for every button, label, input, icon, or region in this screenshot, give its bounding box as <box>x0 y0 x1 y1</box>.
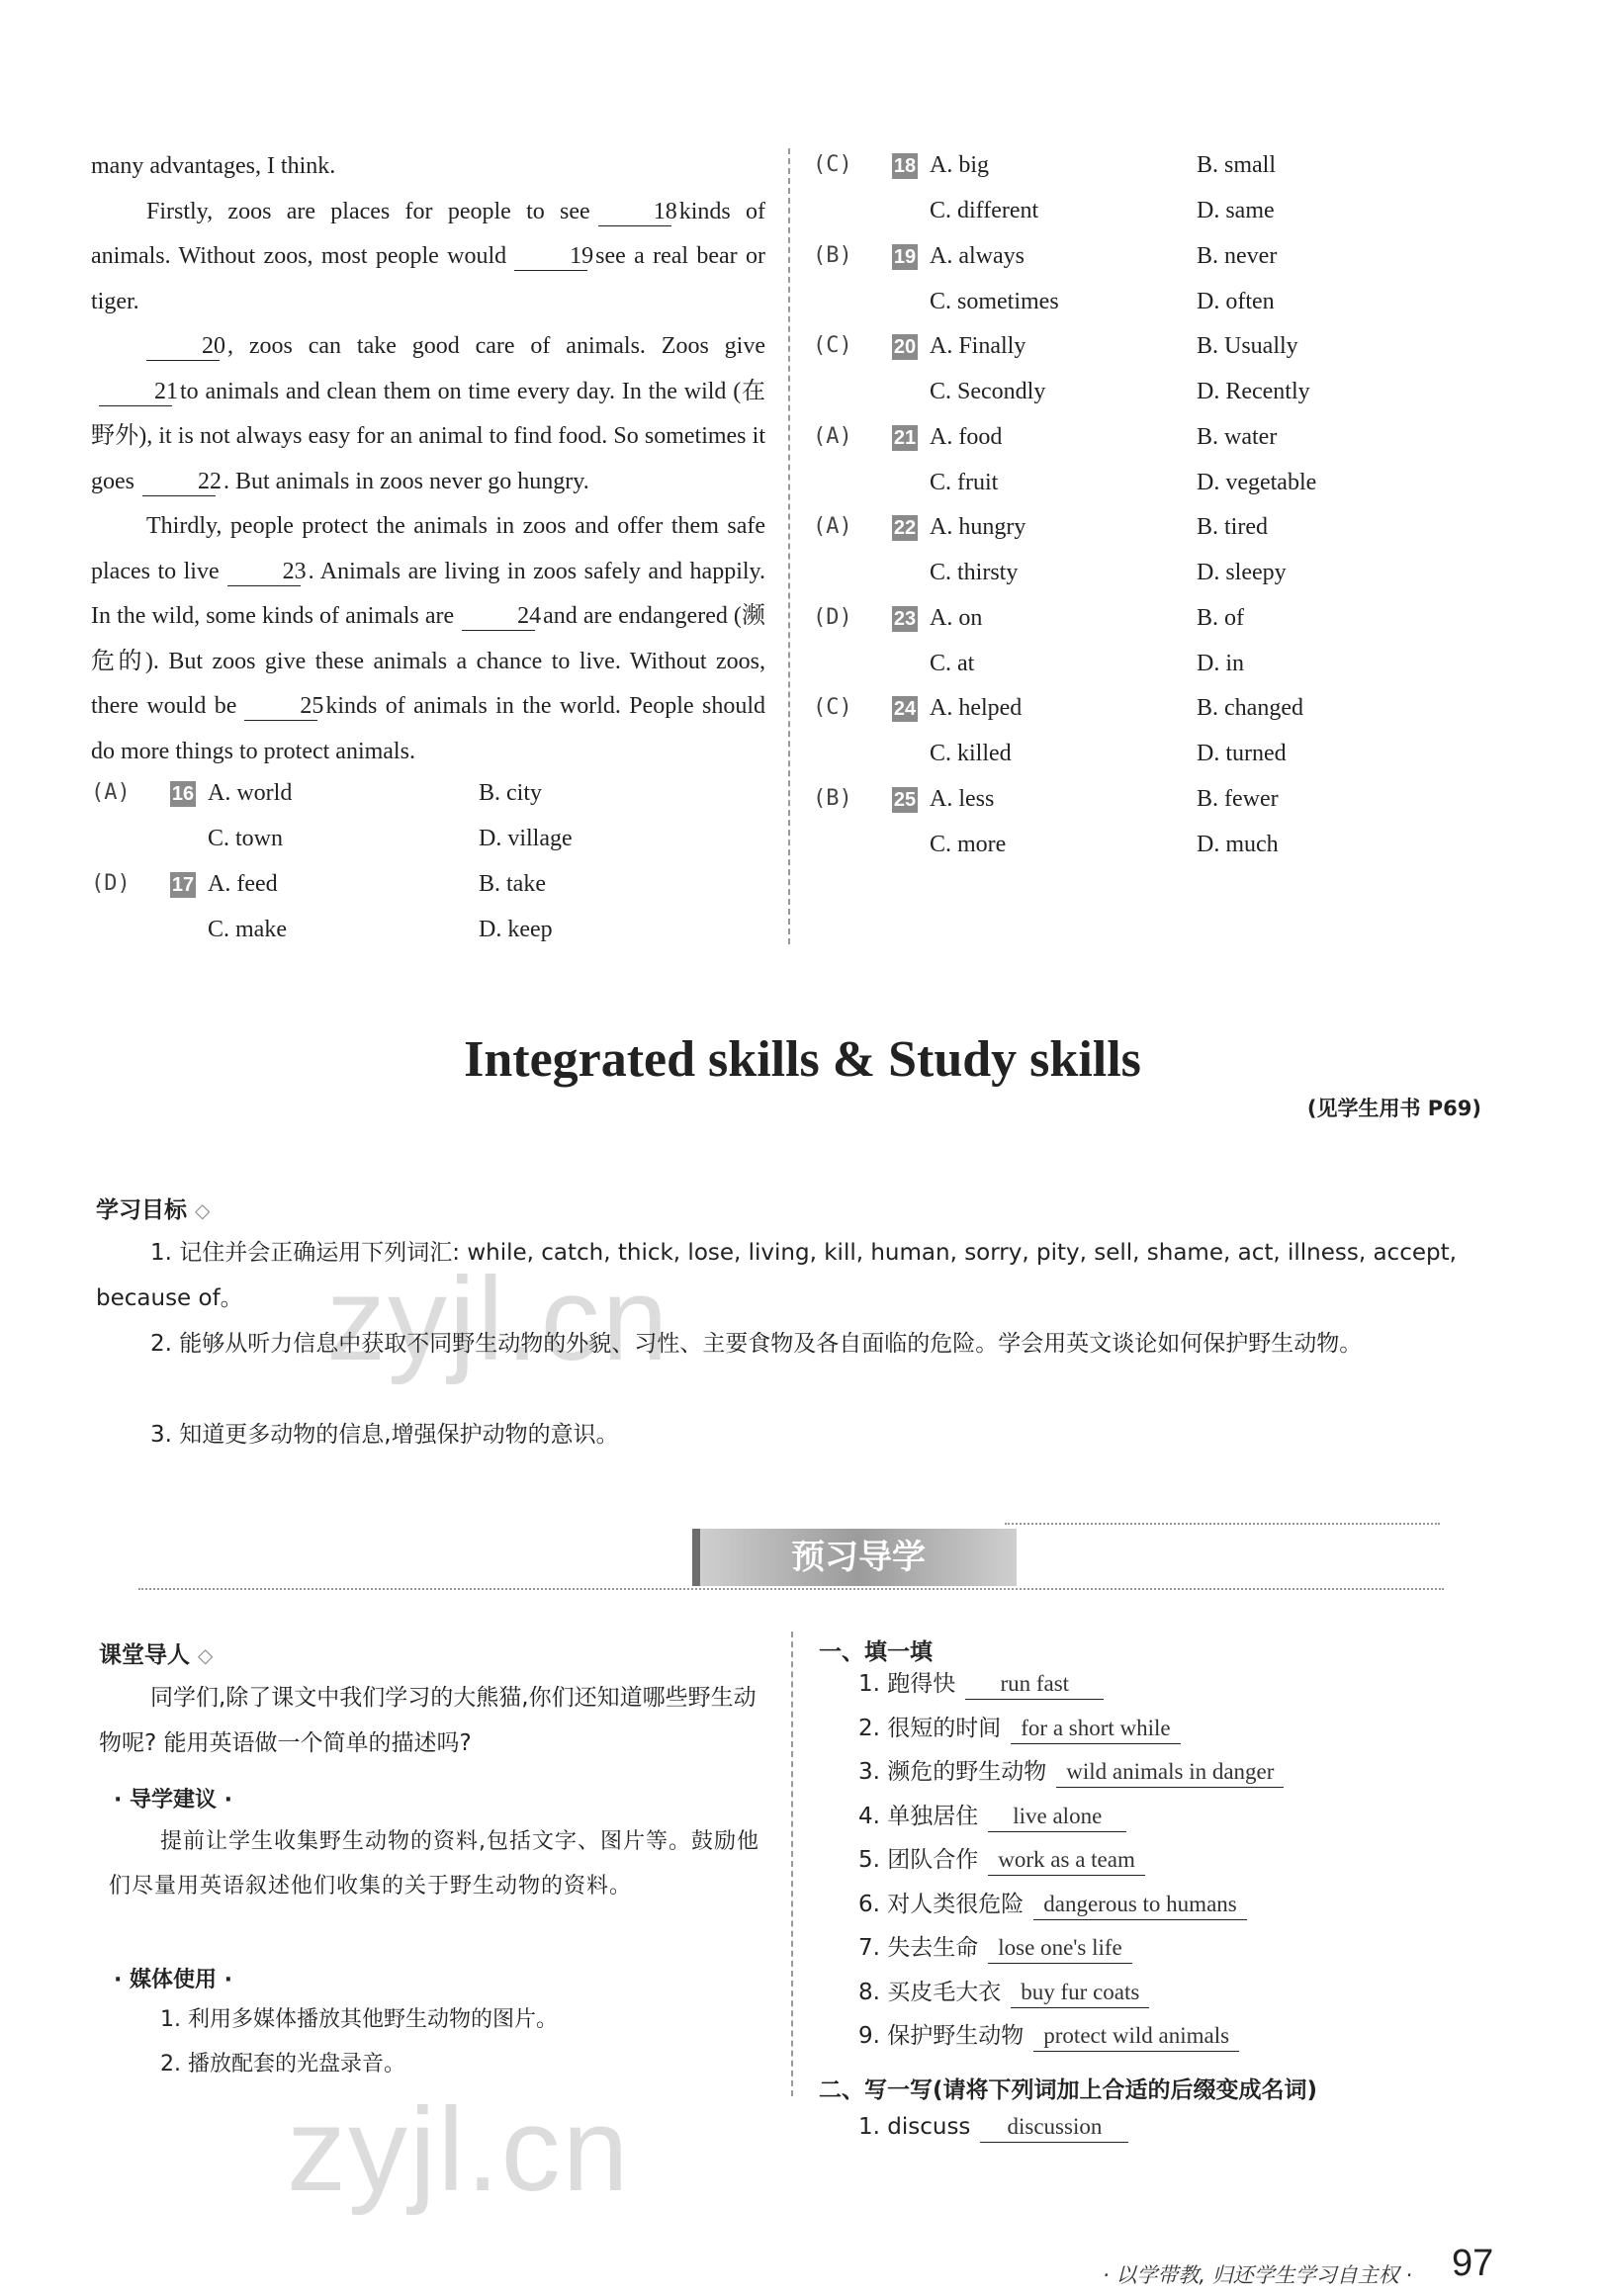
option-d: D. often <box>1197 289 1275 314</box>
intro-heading: 课堂导人 ◇ <box>99 1642 214 1668</box>
goal-3: 3. 知道更多动物的信息,增强保护动物的意识。 <box>150 1422 619 1448</box>
option-b: B. tired <box>1197 514 1268 540</box>
question-17-row-1 <box>91 869 763 899</box>
option-c: C. different <box>930 198 1039 223</box>
question-20-row-2 <box>813 377 1505 406</box>
fill-heading: 一、填一填 <box>819 1639 933 1665</box>
question-number-badge: 22 <box>893 517 917 539</box>
fill-item <box>858 1888 1247 1921</box>
option-a: A. feed <box>208 871 278 897</box>
option-b: B. small <box>1197 152 1277 178</box>
blank-19: 19 <box>514 242 587 271</box>
footer-motto: · 以学带教, 归还学生学习自主权 · <box>1103 2263 1413 2287</box>
write-item-1 <box>858 2110 1128 2144</box>
option-c: C. thirsty <box>930 560 1019 585</box>
option-a: A. hungry <box>930 514 1026 540</box>
fill-question: 9. 保护野生动物 <box>858 2023 1025 2049</box>
option-d: D. keep <box>479 917 553 942</box>
question-21-row-1 <box>813 422 1505 452</box>
guide-text: 提前让学生收集野生动物的资料,包括文字、图片等。鼓励他们尽量用英语叙述他们收集的关于野生动物的资料。 <box>109 1829 759 1899</box>
blank-22: 22 <box>142 468 216 496</box>
question-number-badge: 21 <box>893 427 917 449</box>
fill-answer: wild animals in danger <box>1056 1757 1284 1788</box>
answer-bracket: (D) <box>91 871 131 896</box>
section-reference: (见学生用书 P69) <box>1306 1097 1481 1120</box>
option-a: A. food <box>930 424 1003 450</box>
fill-answer: dangerous to humans <box>1033 1890 1246 1920</box>
question-23-row-2 <box>813 649 1505 678</box>
fill-question: 7. 失去生命 <box>858 1935 979 1961</box>
fill-question: 4. 单独居住 <box>858 1803 979 1829</box>
fill-answer: lose one's life <box>988 1933 1132 1964</box>
question-number-badge: 17 <box>171 874 195 896</box>
option-d: D. Recently <box>1197 379 1310 404</box>
option-b: B. water <box>1197 424 1278 450</box>
blank-18: 18 <box>598 198 671 226</box>
goal-2: 2. 能够从听力信息中获取不同野生动物的外貌、习性、主要食物及各自面临的危险。学会用英文谈论如何保护野生动物。 <box>150 1331 1363 1357</box>
option-a: A. Finally <box>930 333 1026 359</box>
goals-heading: 学习目标 ◇ <box>96 1197 211 1223</box>
fill-item <box>858 1976 1149 2009</box>
option-c: C. sometimes <box>930 289 1059 314</box>
option-c: C. more <box>930 832 1007 857</box>
blank-25: 25 <box>244 692 317 721</box>
answer-bracket: (C) <box>813 152 852 177</box>
write-question: 1. discuss <box>858 2114 971 2140</box>
arrow-icon: ◇ <box>195 1198 211 1222</box>
fill-answer: work as a team <box>988 1845 1145 1876</box>
media-heading: · 媒体使用 · <box>114 1968 233 1992</box>
write-heading: 二、写一写(请将下列词加上合适的后缀变成名词) <box>819 2077 1318 2103</box>
option-d: D. vegetable <box>1197 470 1317 495</box>
option-b: B. fewer <box>1197 786 1279 812</box>
option-d: D. same <box>1197 198 1275 223</box>
blank-23: 23 <box>227 558 301 586</box>
question-24-row-2 <box>813 739 1505 768</box>
watermark: zyjl.cn <box>287 2083 631 2216</box>
option-c: C. at <box>930 651 975 676</box>
fill-question: 1. 跑得快 <box>858 1671 956 1697</box>
option-d: D. much <box>1197 832 1279 857</box>
answer-bracket: (A) <box>813 424 852 449</box>
banner-rule <box>138 1588 1444 1590</box>
answer-bracket: (C) <box>813 695 852 720</box>
fill-question: 5. 团队合作 <box>858 1847 979 1873</box>
guide-heading: · 导学建议 · <box>114 1788 233 1812</box>
fill-item <box>858 1755 1284 1789</box>
question-25-row-2 <box>813 830 1505 859</box>
question-24-row-1 <box>813 693 1505 723</box>
intro-text: 同学们,除了课文中我们学习的大熊猫,你们还知道哪些野生动物呢? 能用英语做一个简单的描述吗? <box>99 1685 757 1756</box>
option-d: D. turned <box>1197 741 1287 766</box>
option-c: C. Secondly <box>930 379 1046 404</box>
question-number-badge: 25 <box>893 789 917 811</box>
option-b: B. never <box>1197 243 1278 269</box>
option-d: D. in <box>1197 651 1244 676</box>
passage-paragraph-2: 20, zoos can take good care of animals. Zoos give 21to animals and clean them on time every day. In the wild (在野外), it is not always easy for an animal to find food. So sometimes it goes 22. But animals in zoos never go hungry. <box>91 333 765 494</box>
fill-answer: for a short while <box>1011 1714 1180 1744</box>
answer-bracket: (B) <box>813 786 852 811</box>
write-answer: discussion <box>980 2112 1128 2143</box>
option-a: A. helped <box>930 695 1023 721</box>
answer-bracket: (A) <box>91 780 131 805</box>
question-number-badge: 20 <box>893 336 917 358</box>
question-22-row-2 <box>813 558 1505 587</box>
option-c: C. make <box>208 917 287 942</box>
option-b: B. Usually <box>1197 333 1298 359</box>
fill-item <box>858 1931 1132 1965</box>
reading-passage <box>91 144 765 774</box>
option-a: A. big <box>930 152 989 178</box>
fill-item <box>858 1667 1104 1701</box>
answer-bracket: (C) <box>813 333 852 358</box>
passage-paragraph-3: Thirdly, people protect the animals in zoos and offer them safe places to live 23. Animals are living in zoos safely and happily. In the wild, some kinds of animals are 24and are endangered (濒危的). But zoos give these animals a chance to live. Without zoos, there would be 25kinds of animals in the world. People should do more things to protect animals. <box>91 513 765 764</box>
question-18-row-1 <box>813 150 1505 180</box>
blank-24: 24 <box>462 602 535 631</box>
fill-question: 2. 很短的时间 <box>858 1715 1002 1741</box>
fill-answer: run fast <box>965 1669 1104 1700</box>
question-number-badge: 18 <box>893 155 917 177</box>
option-c: C. fruit <box>930 470 999 495</box>
question-16-row-1 <box>91 778 763 808</box>
section-title: Integrated skills & Study skills <box>464 1031 1141 1088</box>
option-c: C. town <box>208 826 284 851</box>
question-number-badge: 23 <box>893 608 917 630</box>
passage-paragraph-1: Firstly, zoos are places for people to see 18kinds of animals. Without zoos, most people would 19see a real bear or tiger. <box>91 198 765 314</box>
option-b: B. of <box>1197 605 1244 631</box>
watermark: zyjl.cn <box>326 1253 670 1385</box>
column-divider-lower <box>791 1632 793 2096</box>
column-divider <box>788 148 790 944</box>
question-17-row-2 <box>91 915 763 944</box>
option-b: B. city <box>479 780 542 806</box>
answer-bracket: (B) <box>813 243 852 268</box>
arrow-icon: ◇ <box>198 1643 214 1667</box>
media-item-1: 1. 利用多媒体播放其他野生动物的图片。 <box>160 2007 558 2032</box>
question-number-badge: 16 <box>171 783 195 805</box>
goal-1: 1. 记住并会正确运用下列词汇: while, catch, thick, lose, living, kill, human, sorry, pity, sell, shame, act, illness, accept, because of。 <box>96 1240 1457 1311</box>
question-16-row-2 <box>91 824 763 853</box>
option-a: A. on <box>930 605 983 631</box>
option-d: D. village <box>479 826 573 851</box>
question-21-row-2 <box>813 468 1505 497</box>
question-19-row-1 <box>813 241 1505 271</box>
media-item-2: 2. 播放配套的光盘录音。 <box>160 2052 405 2076</box>
option-c: C. killed <box>930 741 1012 766</box>
option-a: A. always <box>930 243 1025 269</box>
banner-preview-guide: 预习导学 <box>692 1529 1017 1586</box>
page-number: 97 <box>1452 2243 1494 2284</box>
question-23-row-1 <box>813 603 1505 633</box>
question-number-badge: 19 <box>893 246 917 268</box>
blank-21: 21 <box>99 378 172 406</box>
question-20-row-1 <box>813 331 1505 361</box>
fill-question: 8. 买皮毛大衣 <box>858 1979 1002 2005</box>
option-d: D. sleepy <box>1197 560 1287 585</box>
fill-answer: buy fur coats <box>1011 1978 1149 2008</box>
fill-question: 6. 对人类很危险 <box>858 1891 1025 1917</box>
option-b: B. changed <box>1197 695 1303 721</box>
option-a: A. less <box>930 786 995 812</box>
question-19-row-2 <box>813 287 1505 316</box>
answer-bracket: (D) <box>813 605 852 630</box>
answer-bracket: (A) <box>813 514 852 539</box>
question-25-row-1 <box>813 784 1505 814</box>
banner-rule-upper <box>1005 1523 1440 1525</box>
fill-item <box>858 1843 1145 1877</box>
fill-question: 3. 濒危的野生动物 <box>858 1759 1047 1785</box>
fill-answer: protect wild animals <box>1033 2021 1239 2052</box>
fill-item <box>858 1712 1181 1745</box>
question-number-badge: 24 <box>893 698 917 720</box>
fill-item <box>858 2019 1239 2053</box>
option-b: B. take <box>479 871 546 897</box>
fill-item <box>858 1800 1126 1833</box>
passage-line: many advantages, I think. <box>91 153 336 179</box>
option-a: A. world <box>208 780 293 806</box>
blank-20: 20 <box>146 332 220 361</box>
question-22-row-1 <box>813 512 1505 542</box>
question-18-row-2 <box>813 196 1505 225</box>
fill-answer: live alone <box>988 1802 1126 1832</box>
